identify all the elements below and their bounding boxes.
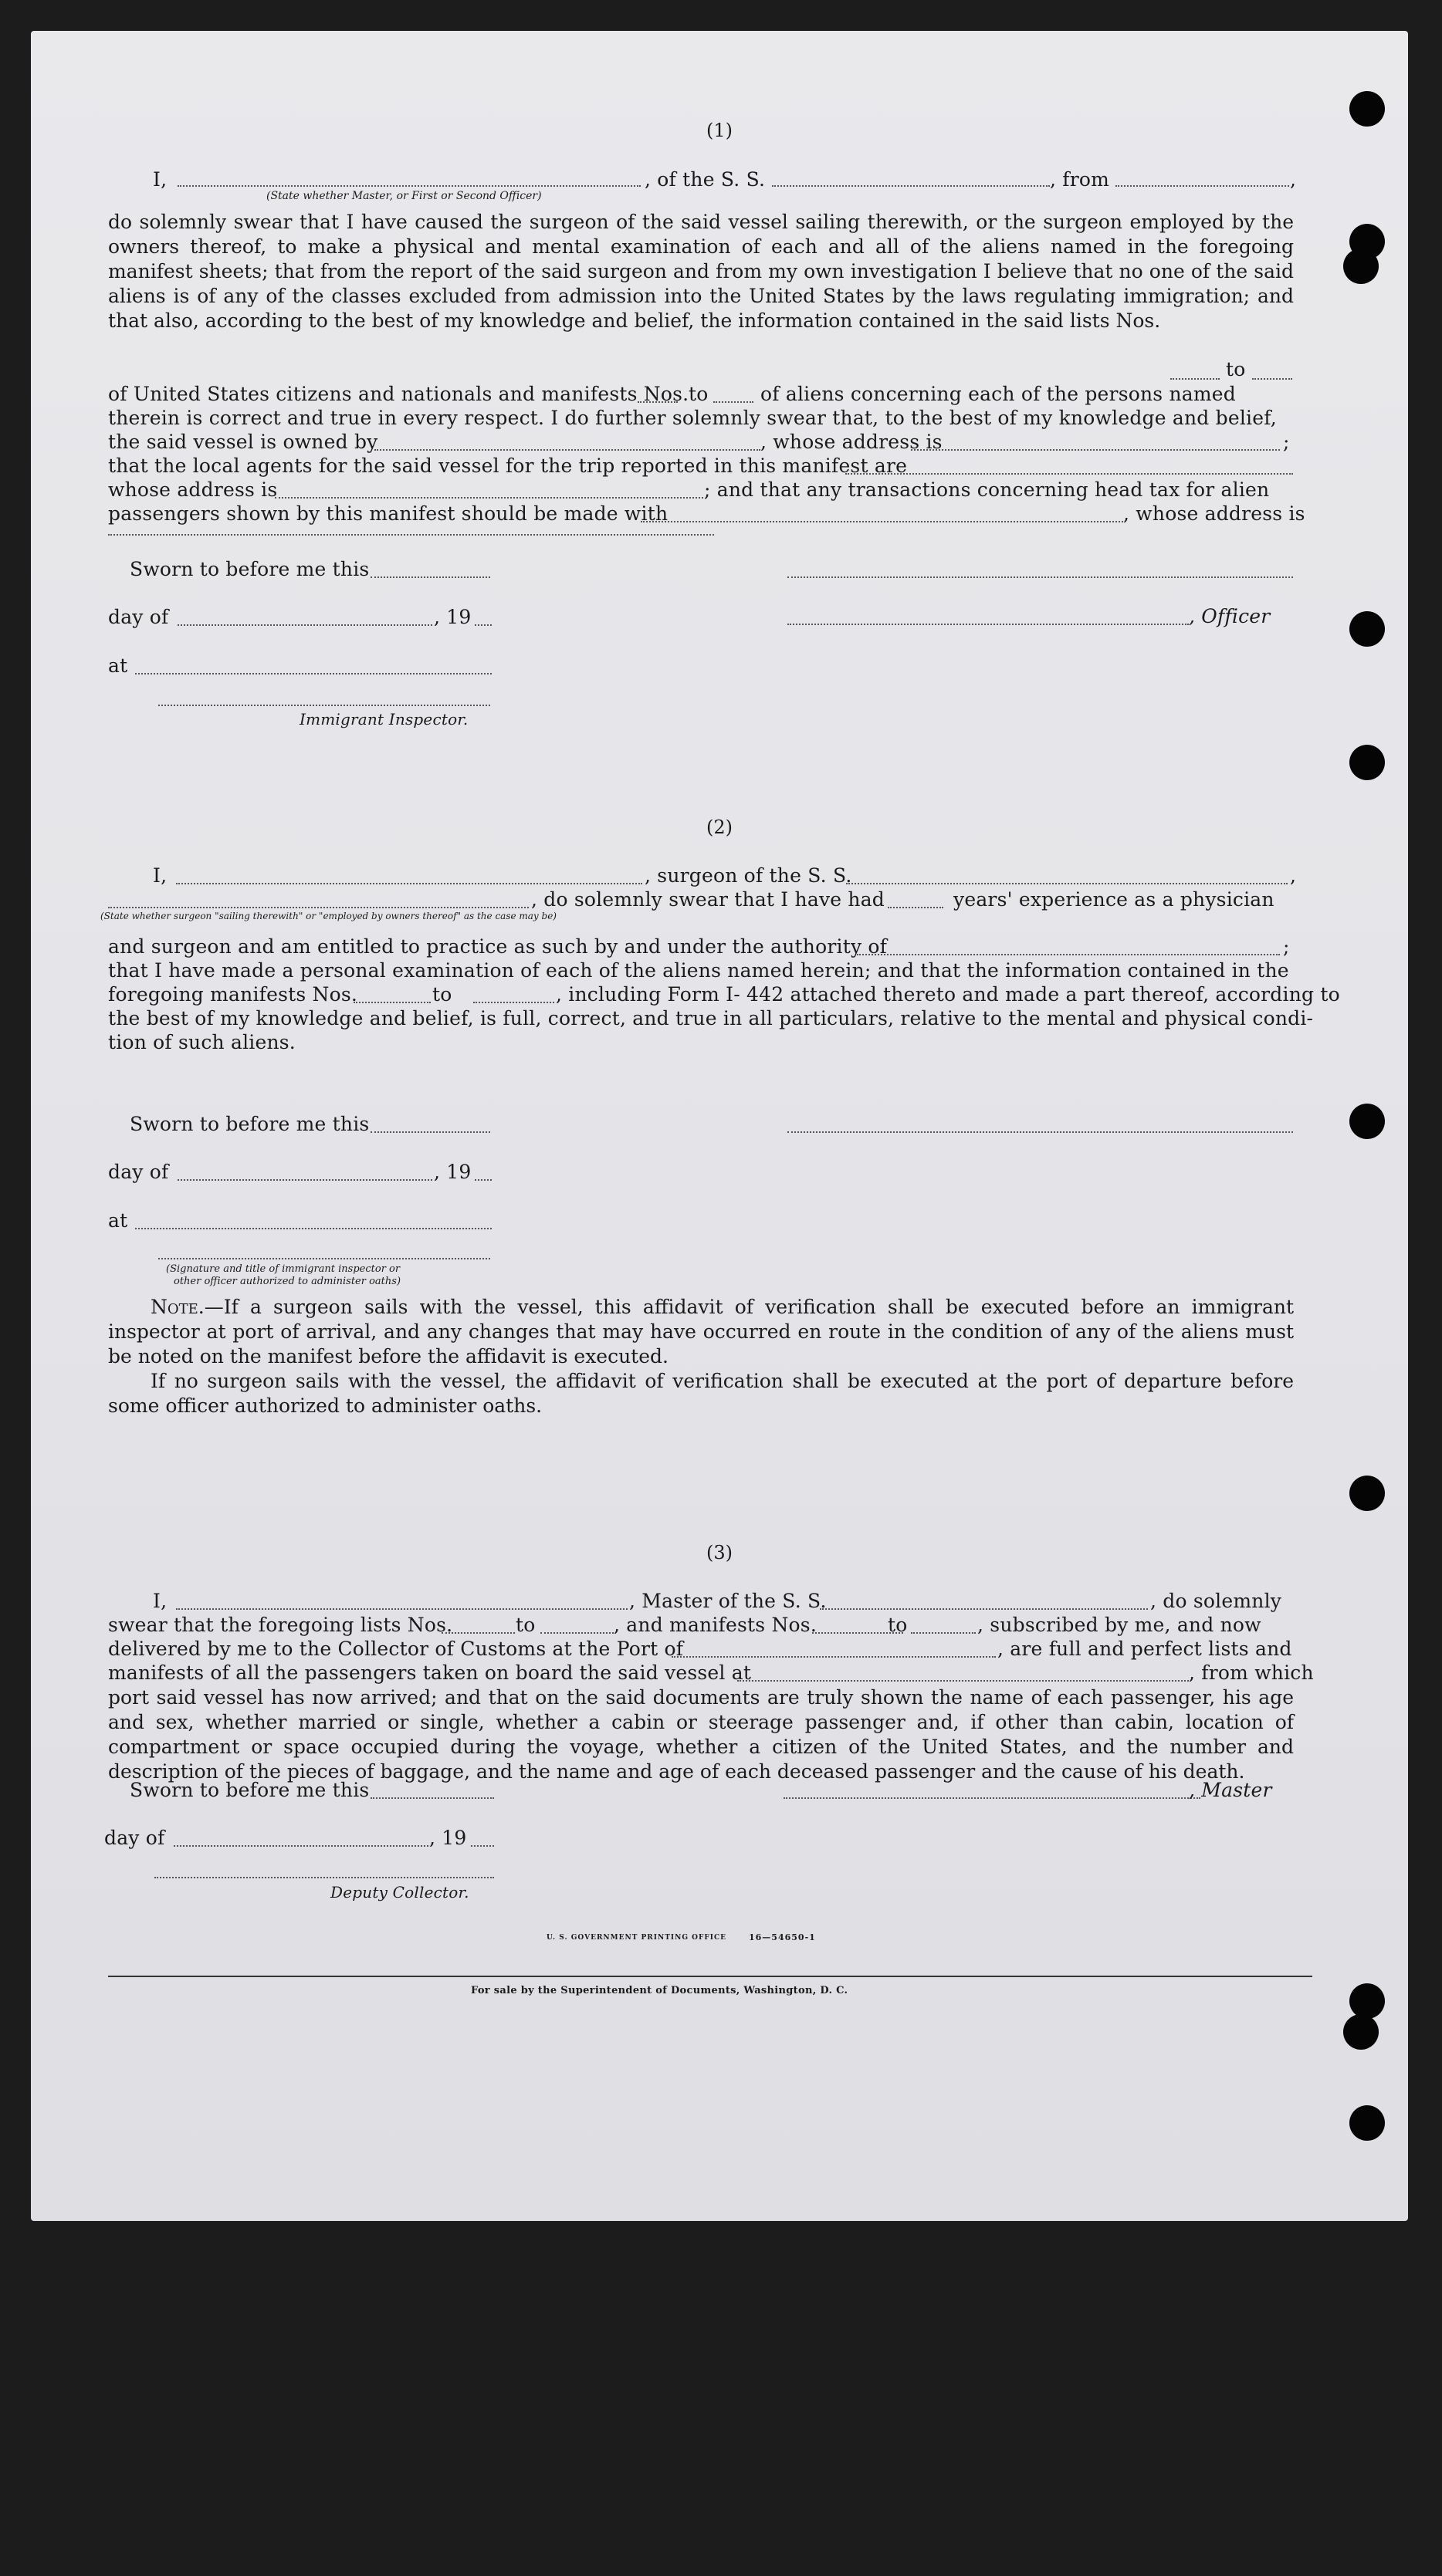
year-field[interactable] [475, 1179, 492, 1181]
text-including: , including Form I- 442 attached thereto and made a part thereof, according to [556, 983, 1340, 1006]
text-do-solemnly: , do solemnly [1150, 1590, 1282, 1612]
day-of-field[interactable] [178, 624, 432, 626]
years-field[interactable] [888, 907, 943, 908]
text-at: at [108, 1209, 128, 1232]
form-code: 16—54650-1 [749, 1932, 816, 1942]
text-i: I, [153, 168, 168, 191]
list-to-field[interactable] [1252, 378, 1292, 380]
text-passengers: passengers shown by this manifest should be made with [108, 502, 669, 525]
manifest-from-field[interactable] [638, 401, 678, 403]
text-day-of: day of [104, 1827, 165, 1849]
officer-title-field[interactable] [787, 624, 1189, 625]
text-manifests-of: manifests of all the passengers taken on board the said vessel at [108, 1662, 752, 1684]
note-paragraph [108, 1295, 1294, 1369]
manifest-to-field[interactable] [713, 401, 753, 403]
text-sworn: Sworn to before me this [130, 558, 370, 580]
head-tax-contact-field[interactable] [641, 521, 1123, 522]
vessel-name-field[interactable] [772, 185, 1050, 187]
agent-address-field[interactable] [275, 497, 703, 499]
year-field[interactable] [475, 624, 492, 626]
note-surgeon: (State whether surgeon "sailing therewith" or "employed by owners thereof" as the case may be) [100, 911, 557, 921]
text-from-which: , from which [1189, 1662, 1314, 1684]
surgeon-name-field[interactable] [176, 883, 642, 884]
list-from-field[interactable] [442, 1632, 515, 1634]
vessel-name-field[interactable] [820, 1608, 1148, 1610]
comma: , [1290, 168, 1297, 191]
text-deputy-collector: Deputy Collector. [330, 1883, 469, 1902]
text-master-of: , Master of the S. S. [629, 1590, 827, 1612]
text-that-i: that I have made a personal examination of each of the aliens named herein; and that the information contained in the [108, 959, 1289, 982]
text-at: at [108, 654, 128, 677]
note-text: —If a surgeon sails with the vessel, this affidavit of verification shall be executed before an immigrant inspector at port of arrival, and any changes that may have occurred en route in the condition of any of the aliens must be noted on the manifest before the affidavit is executed. [108, 1296, 1294, 1367]
text-owned-by: the said vessel is owned by [108, 431, 378, 453]
text-head-tax: ; and that any transactions concerning head tax for alien [704, 478, 1270, 501]
section-number: (1) [706, 120, 733, 141]
punch-hole [1343, 2014, 1379, 2050]
list-from-field[interactable] [1170, 378, 1220, 380]
text-year: , 19 [434, 606, 472, 628]
master-name-field[interactable] [176, 1608, 628, 1610]
comma: , [1290, 864, 1297, 887]
master-oath-paragraph: port said vessel has now arrived; and that on the said documents are truly shown the name of each passenger, his age and sex, whether married or single, whether a cabin or steerage passenger and, if other than cabin, location of compartment or space occupied during the voyage, whether a citizen of the United States, and the number and description of the pieces of baggage, and the name and age of each deceased passenger and the cause of his death. [108, 1686, 1294, 1783]
text-swear: swear that the foregoing lists Nos. [108, 1614, 453, 1636]
text-to: to [516, 1614, 536, 1636]
form-page [31, 31, 1408, 2221]
punch-hole [1349, 1983, 1385, 2019]
head-tax-address-field[interactable] [108, 534, 714, 536]
sale-note: For sale by the Superintendent of Documents, Washington, D. C. [471, 1985, 848, 1996]
officer-rank-field[interactable] [178, 185, 641, 187]
text-to: to [432, 983, 452, 1006]
text-therein: therein is correct and true in every respect. I do further solemnly swear that, to the best of my knowledge and belief, [108, 407, 1277, 429]
oath-paragraph: do solemnly swear that I have caused the surgeon of the said vessel sailing therewith, or the surgeon employed by the owners thereof, to make a physical and mental examination of each and all of the aliens named in the foregoing manifest sheets; that from the report of the said surgeon and from my own investigation I believe that no one of the said aliens is of any of the classes excluded from admission into the United States by the laws regulating immigration; and that also, according to the best of my knowledge and belief, the information contained in the said lists Nos. [108, 211, 1294, 332]
note-signature: (Signature and title of immigrant inspector or [166, 1263, 401, 1275]
text-surgeon-of: , surgeon of the S. S. [645, 864, 852, 887]
text-subscribed: , subscribed by me, and now [977, 1614, 1261, 1636]
text-officer: , Officer [1189, 605, 1271, 627]
text-foregoing: foregoing manifests Nos. [108, 983, 358, 1006]
owner-address-field[interactable] [911, 449, 1280, 451]
day-of-field[interactable] [178, 1179, 432, 1181]
section-number: (3) [706, 1542, 733, 1564]
text-of-aliens: of aliens concerning each of the persons named [760, 383, 1236, 405]
text-day-of: day of [108, 606, 169, 628]
officer-signature-field[interactable] [158, 1258, 490, 1259]
authority-field[interactable] [857, 954, 1280, 955]
text-sworn: Sworn to before me this [130, 1779, 370, 1801]
punch-hole [1349, 1104, 1385, 1139]
note2-paragraph: If no surgeon sails with the vessel, the affidavit of verification shall be executed at the port of departure before some officer authorized to administer oaths. [108, 1370, 1294, 1417]
list-to-field[interactable] [540, 1632, 614, 1634]
note-label: Note. [151, 1296, 205, 1318]
text-day-of: day of [108, 1161, 169, 1183]
text-sworn: Sworn to before me this [130, 1113, 370, 1135]
inspector-signature-field[interactable] [158, 705, 490, 706]
punch-hole [1349, 745, 1385, 780]
port-field[interactable] [672, 1656, 996, 1658]
section-number: (2) [706, 816, 733, 838]
master-signature-field[interactable] [784, 1797, 1200, 1799]
text-local-agents: that the local agents for the said vessel for the trip reported in this manifest are [108, 455, 908, 477]
sworn-date-field[interactable] [371, 1797, 494, 1799]
local-agents-field[interactable] [845, 473, 1293, 475]
printing-office: U. S. GOVERNMENT PRINTING OFFICE [547, 1934, 727, 1942]
departure-port-field[interactable] [737, 1680, 1189, 1682]
sworn-date-field[interactable] [371, 576, 490, 578]
text-i: I, [153, 1590, 168, 1612]
punch-hole [1349, 1476, 1385, 1511]
manifest-from-field[interactable] [354, 1002, 431, 1003]
text-immigrant-inspector: Immigrant Inspector. [300, 710, 469, 729]
punch-hole [1349, 611, 1385, 647]
at-field[interactable] [135, 1228, 492, 1229]
manifest-to-field[interactable] [473, 1002, 554, 1003]
surgeon-signature-field[interactable] [787, 1131, 1293, 1133]
note-signature: other officer authorized to administer oaths) [174, 1276, 401, 1287]
text-and-manifests: , and manifests Nos. [614, 1614, 817, 1636]
punch-hole [1349, 2105, 1385, 2141]
text-condition: tion of such aliens. [108, 1031, 296, 1053]
text-whose-address: , whose address is [760, 431, 943, 453]
text-year: , 19 [434, 1161, 472, 1183]
punch-hole [1343, 248, 1379, 284]
officer-signature-field[interactable] [787, 576, 1293, 578]
collector-signature-field[interactable] [154, 1877, 494, 1878]
semicolon: ; [1283, 935, 1290, 958]
text-of-ss: , of the S. S. [645, 168, 766, 191]
year-field[interactable] [471, 1845, 494, 1847]
surgeon-type-field[interactable] [108, 907, 529, 908]
port-from-field[interactable] [1115, 185, 1289, 187]
text-solemnly: , do solemnly swear that I have had [531, 888, 885, 911]
at-field[interactable] [135, 673, 492, 674]
text-year: , 19 [429, 1827, 467, 1849]
text-years: years' experience as a physician [953, 888, 1274, 911]
sworn-date-field[interactable] [371, 1131, 490, 1133]
text-whose-address: , whose address is [1123, 502, 1305, 525]
manifest-to-field[interactable] [911, 1632, 976, 1634]
text-whose-address: whose address is [108, 478, 278, 501]
text-master: , Master [1189, 1779, 1272, 1801]
text-best: the best of my knowledge and belief, is full, correct, and true in all particulars, relative to the mental and physical condi- [108, 1007, 1314, 1029]
vessel-name-field[interactable] [846, 883, 1288, 884]
owner-field[interactable] [374, 449, 760, 451]
text-to: to [689, 383, 709, 405]
note-officer: (State whether Master, or First or Second Officer) [266, 190, 542, 202]
text-and-surgeon: and surgeon and am entitled to practice as such by and under the authority of [108, 935, 888, 958]
text-i: I, [153, 864, 168, 887]
footer-divider [108, 1976, 1312, 1977]
day-of-field[interactable] [174, 1845, 428, 1847]
text-to: to [888, 1614, 908, 1636]
text-from: , from [1050, 168, 1110, 191]
text-to: to [1226, 358, 1246, 380]
text-delivered: delivered by me to the Collector of Customs at the Port of [108, 1638, 684, 1660]
semicolon: ; [1283, 431, 1290, 453]
text-us-citizens: of United States citizens and nationals and manifests Nos. [108, 383, 689, 405]
text-full: , are full and perfect lists and [997, 1638, 1292, 1660]
